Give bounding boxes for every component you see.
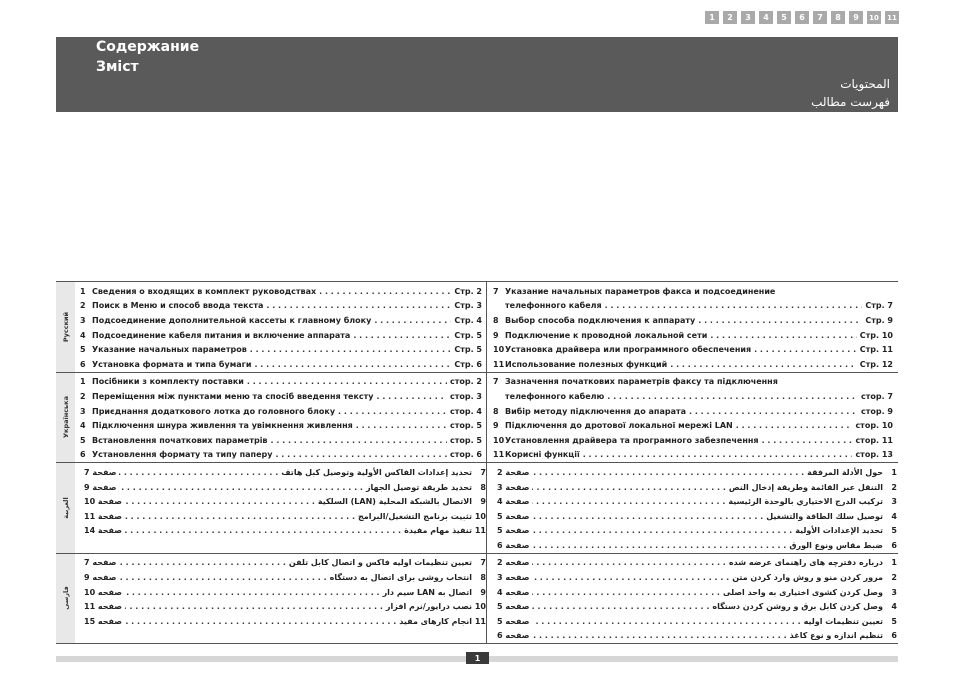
toc-column-right bbox=[486, 373, 897, 463]
toc-entry-title: وصل کردن کابل برق و روشن کردن دستگاه bbox=[712, 602, 883, 612]
toc-leader-dots bbox=[119, 483, 362, 492]
toc-entry-title: телефонного кабеля bbox=[505, 301, 602, 311]
toc-entry[interactable] bbox=[80, 585, 486, 600]
toc-entry-number: 9 bbox=[493, 421, 499, 431]
toc-entry-number: 7 bbox=[480, 558, 486, 568]
toc-entry[interactable] bbox=[493, 389, 897, 404]
toc-entry bbox=[80, 538, 486, 553]
toc-entry-page: صفحه 11 bbox=[84, 602, 123, 612]
toc-leader-dots bbox=[377, 392, 448, 401]
toc-entry-number: 11 bbox=[493, 450, 505, 460]
toc-leader-dots bbox=[266, 301, 451, 310]
toc-leader-dots bbox=[583, 450, 853, 459]
toc-entry[interactable] bbox=[493, 494, 897, 509]
toc-entry[interactable] bbox=[80, 342, 486, 357]
toc-entry-title: Указание начальных параметров bbox=[92, 345, 247, 355]
toc-entry-title: مرور کردن منو و روش وارد کردن متن bbox=[732, 573, 883, 583]
table-of-contents bbox=[56, 281, 898, 644]
toc-leader-dots bbox=[125, 512, 355, 521]
toc-entry-number: 11 bbox=[493, 359, 505, 369]
toc-entry-title: تعیین تنظیمات اولیه فاکس و اتصال کابل تلفن bbox=[288, 558, 472, 568]
toc-entry-number: 4 bbox=[891, 602, 897, 612]
toc-entry-number: 9 bbox=[493, 330, 499, 340]
toc-entry-page: صفحه 2 bbox=[497, 558, 530, 568]
toc-entry[interactable] bbox=[80, 284, 486, 299]
toc-section bbox=[56, 372, 898, 463]
toc-entry-title: درباره دفترچه های راهنمای عرضه شده bbox=[728, 558, 883, 568]
toc-entry[interactable] bbox=[493, 342, 897, 357]
toc-entry[interactable] bbox=[80, 328, 486, 343]
toc-entry[interactable] bbox=[80, 570, 486, 585]
toc-entry-page: صفحة 3 bbox=[497, 482, 530, 492]
toc-entry[interactable] bbox=[493, 585, 897, 600]
toc-entry[interactable] bbox=[80, 357, 486, 372]
tab-10[interactable]: 10 bbox=[867, 11, 881, 24]
toc-entry-page: Стр. 3 bbox=[454, 301, 482, 311]
toc-entry-page: стор. 7 bbox=[861, 391, 893, 401]
toc-leader-dots bbox=[532, 526, 792, 535]
tab-2[interactable]: 2 bbox=[723, 11, 737, 24]
language-label: العربية bbox=[61, 497, 70, 519]
toc-entry-page: صفحة 6 bbox=[497, 540, 530, 550]
toc-entry-number: 9 bbox=[480, 587, 486, 597]
toc-entry-title: حول الأدلة المرفقة bbox=[807, 467, 883, 477]
toc-entry[interactable] bbox=[80, 389, 486, 404]
toc-entry[interactable] bbox=[493, 538, 897, 553]
toc-entry-title: Приєднання додаткового лотка до головного блоку bbox=[92, 406, 336, 416]
toc-entry-title: Использование полезных функций bbox=[505, 359, 668, 369]
toc-entry-page: صفحه 7 bbox=[84, 558, 117, 568]
toc-entry[interactable] bbox=[493, 480, 897, 495]
toc-entry-title: تركيب الدرج الاختياري بالوحدة الرئيسية bbox=[728, 497, 883, 507]
toc-entry-number: 5 bbox=[891, 616, 897, 626]
toc-entry-title: Подсоединение дополнительной кассеты к главному блоку bbox=[92, 315, 372, 325]
toc-leader-dots bbox=[125, 526, 401, 535]
toc-entry-number: 6 bbox=[891, 540, 897, 550]
toc-entry-page: стор. 9 bbox=[861, 406, 893, 416]
toc-entry[interactable] bbox=[80, 465, 486, 480]
toc-entry[interactable] bbox=[80, 418, 486, 433]
toc-entry-number: 1 bbox=[80, 286, 86, 296]
toc-column-right bbox=[486, 282, 897, 372]
toc-column-right bbox=[486, 463, 897, 553]
toc-entry-number: 10 bbox=[474, 602, 486, 612]
toc-column-left bbox=[75, 373, 486, 463]
toc-entry-page: стор. 2 bbox=[450, 377, 482, 387]
toc-entry-number: 4 bbox=[80, 330, 86, 340]
toc-entry-number: 11 bbox=[474, 526, 486, 536]
toc-entry-title: تنظیم اندازه و نوع کاغذ bbox=[789, 631, 883, 641]
toc-entry-title: Сведения о входящих в комплект руководствах bbox=[92, 286, 317, 296]
toc-entry-number: 2 bbox=[80, 301, 86, 311]
toc-entry-page: صفحة 5 bbox=[497, 526, 530, 536]
toc-entry-title: Переміщення між пунктами меню та спосіб введення тексту bbox=[92, 391, 374, 401]
toc-leader-dots bbox=[271, 436, 448, 445]
toc-entry[interactable] bbox=[80, 494, 486, 509]
toc-leader-dots bbox=[689, 407, 858, 416]
toc-entry[interactable] bbox=[80, 404, 486, 419]
toc-entry-number: 10 bbox=[474, 511, 486, 521]
toc-leader-dots bbox=[710, 331, 856, 340]
toc-leader-dots bbox=[374, 316, 451, 325]
toc-entry[interactable] bbox=[493, 357, 897, 372]
toc-entry-page: صفحة 9 bbox=[84, 482, 117, 492]
toc-entry[interactable] bbox=[493, 556, 897, 571]
toc-entry[interactable] bbox=[493, 299, 897, 314]
toc-leader-dots bbox=[125, 602, 383, 611]
toc-entry-number: 2 bbox=[80, 391, 86, 401]
toc-entry-title: الاتصال بالشبكة المحلية (LAN) السلكية bbox=[317, 497, 472, 507]
toc-leader-dots bbox=[532, 588, 720, 597]
toc-entry-page: Стр. 10 bbox=[859, 330, 893, 340]
toc-entry-number: 7 bbox=[493, 286, 499, 296]
toc-leader-dots bbox=[532, 558, 725, 567]
toc-entry-title: انتخاب روشی برای اتصال به دستگاه bbox=[329, 573, 472, 583]
tab-11[interactable]: 11 bbox=[885, 11, 899, 24]
title-banner bbox=[56, 37, 898, 112]
toc-leader-dots bbox=[119, 558, 285, 567]
language-label: Русский bbox=[61, 311, 70, 342]
toc-entry-number: 7 bbox=[493, 377, 499, 387]
language-label: فارسی bbox=[61, 586, 70, 611]
toc-entry-page: стор. 6 bbox=[450, 450, 482, 460]
toc-entry-page: Стр. 6 bbox=[454, 359, 482, 369]
toc-entry-page: стор. 5 bbox=[450, 421, 482, 431]
toc-entry-title: Поиск в Меню и способ ввода текста bbox=[92, 301, 264, 311]
toc-entry-title: Встановлення початкових параметрів bbox=[92, 435, 268, 445]
toc-leader-dots bbox=[532, 573, 729, 582]
toc-entry-title: اتصال به LAN سیم دار bbox=[382, 587, 472, 597]
toc-leader-dots bbox=[605, 301, 863, 310]
toc-entry-number: 3 bbox=[891, 587, 897, 597]
language-label-bar bbox=[56, 463, 75, 553]
toc-entry[interactable] bbox=[80, 524, 486, 539]
toc-entry-number: 3 bbox=[80, 315, 86, 325]
toc-entry-page: صفحه 3 bbox=[497, 573, 530, 583]
toc-entry[interactable] bbox=[493, 313, 897, 328]
toc-entry-page: стор. 5 bbox=[450, 435, 482, 445]
title-persian: فهرست مطالب bbox=[811, 95, 890, 109]
toc-entry-title: التنقل عبر القائمة وطريقة إدخال النص bbox=[728, 482, 883, 492]
toc-entry-page: صفحة 7 bbox=[84, 467, 117, 477]
toc-entry-title: ضبط مقاس ونوع الورق bbox=[789, 540, 883, 550]
toc-section bbox=[56, 553, 898, 645]
toc-leader-dots bbox=[125, 617, 396, 626]
toc-column-left bbox=[75, 554, 486, 644]
toc-entry-title: Вибір методу підключення до апарата bbox=[505, 406, 687, 416]
toc-entry[interactable] bbox=[493, 614, 897, 629]
toc-entry-number: 6 bbox=[80, 359, 86, 369]
toc-entry[interactable] bbox=[80, 299, 486, 314]
toc-leader-dots bbox=[353, 331, 451, 340]
language-label-bar bbox=[56, 554, 75, 644]
toc-entry-title: Подсоединение кабеля питания и включение аппарата bbox=[92, 330, 351, 340]
toc-entry-page: صفحه 15 bbox=[84, 616, 123, 626]
toc-entry-page: صفحة 4 bbox=[497, 497, 530, 507]
toc-entry[interactable] bbox=[493, 448, 897, 463]
toc-entry-number: 8 bbox=[493, 315, 499, 325]
toc-leader-dots bbox=[319, 287, 451, 296]
toc-entry-page: Стр. 5 bbox=[454, 345, 482, 355]
toc-entry[interactable] bbox=[80, 556, 486, 571]
toc-entry-page: صفحة 11 bbox=[84, 511, 123, 521]
toc-entry-title: телефонного кабелю bbox=[505, 391, 605, 401]
toc-entry-page: صفحة 2 bbox=[497, 467, 530, 477]
tab-7[interactable]: 7 bbox=[813, 11, 827, 24]
toc-entry-number: 3 bbox=[891, 497, 897, 507]
language-label-bar bbox=[56, 282, 75, 372]
toc-leader-dots bbox=[275, 450, 447, 459]
toc-entry-title: انجام کارهای مفید bbox=[399, 616, 472, 626]
toc-leader-dots bbox=[119, 573, 326, 582]
toc-leader-dots bbox=[736, 421, 853, 430]
toc-entry[interactable] bbox=[80, 313, 486, 328]
toc-entry-title: Посібники з комплекту поставки bbox=[92, 377, 244, 387]
toc-entry[interactable] bbox=[80, 614, 486, 629]
toc-entry[interactable] bbox=[80, 599, 486, 614]
toc-entry-page: стор. 13 bbox=[855, 450, 893, 460]
toc-leader-dots bbox=[532, 602, 709, 611]
toc-entry-page: صفحه 6 bbox=[497, 631, 530, 641]
toc-entry-title: Установка драйвера или программного обеспечения bbox=[505, 345, 752, 355]
toc-leader-dots bbox=[338, 407, 447, 416]
toc-entry-number: 5 bbox=[80, 435, 86, 445]
toc-entry-number: 1 bbox=[80, 377, 86, 387]
toc-leader-dots bbox=[119, 468, 278, 477]
toc-entry[interactable] bbox=[493, 418, 897, 433]
toc-leader-dots bbox=[532, 617, 800, 626]
toc-entry-number: 10 bbox=[493, 435, 505, 445]
toc-entry-number: 4 bbox=[891, 511, 897, 521]
tab-8[interactable]: 8 bbox=[831, 11, 845, 24]
toc-entry-title: Підключення до дротової локальної мережі LAN bbox=[505, 421, 733, 431]
toc-entry[interactable] bbox=[493, 465, 897, 480]
title-arabic: المحتويات bbox=[840, 77, 890, 91]
toc-entry-title: Установлення формату та типу паперу bbox=[92, 450, 273, 460]
title-russian: Содержание bbox=[96, 39, 200, 55]
toc-entry-page: Стр. 12 bbox=[859, 359, 893, 369]
toc-entry-page: صفحه 10 bbox=[84, 587, 123, 597]
tab-6[interactable]: 6 bbox=[795, 11, 809, 24]
toc-leader-dots bbox=[754, 345, 857, 354]
toc-leader-dots bbox=[250, 345, 452, 354]
toc-entry-number: 6 bbox=[891, 631, 897, 641]
toc-entry-number: 1 bbox=[891, 558, 897, 568]
toc-leader-dots bbox=[247, 377, 447, 386]
toc-entry-title: تثبيت برنامج التشغيل/البرامج bbox=[358, 511, 472, 521]
toc-entry-number: 5 bbox=[80, 345, 86, 355]
toc-entry-title: نصب درایور/نرم افزار bbox=[385, 602, 472, 612]
toc-entry-number: 5 bbox=[891, 526, 897, 536]
toc-entry-title: Подключение к проводной локальной сети bbox=[505, 330, 708, 340]
toc-leader-dots bbox=[698, 316, 862, 325]
toc-entry[interactable] bbox=[493, 328, 897, 343]
toc-entry[interactable] bbox=[493, 509, 897, 524]
title-ukrainian: Зміст bbox=[96, 59, 139, 75]
toc-entry[interactable] bbox=[80, 375, 486, 390]
toc-leader-dots bbox=[532, 497, 725, 506]
toc-entry-title: Выбор способа подключения к аппарату bbox=[505, 315, 696, 325]
language-label: Українська bbox=[61, 396, 70, 439]
toc-entry-page: стор. 10 bbox=[855, 421, 893, 431]
toc-entry-title: وصل کردن کشوی اختیاری به واحد اصلی bbox=[722, 587, 883, 597]
toc-leader-dots bbox=[532, 483, 725, 492]
tab-4[interactable]: 4 bbox=[759, 11, 773, 24]
toc-leader-dots bbox=[670, 360, 857, 369]
toc-leader-dots bbox=[532, 541, 786, 550]
toc-entry-page: صفحه 5 bbox=[497, 616, 530, 626]
toc-entry[interactable] bbox=[493, 404, 897, 419]
toc-entry[interactable] bbox=[80, 433, 486, 448]
toc-leader-dots bbox=[125, 588, 380, 597]
toc-entry-title: توصيل سلك الطاقة والتشغيل bbox=[766, 511, 883, 521]
toc-entry[interactable] bbox=[493, 375, 897, 390]
toc-entry-page: صفحه 5 bbox=[497, 602, 530, 612]
toc-leader-dots bbox=[532, 512, 763, 521]
toc-entry-number: 9 bbox=[480, 497, 486, 507]
toc-entry-page: Стр. 4 bbox=[454, 315, 482, 325]
toc-entry-page: Стр. 5 bbox=[454, 330, 482, 340]
toc-column-right bbox=[486, 554, 897, 644]
toc-entry-page: Стр. 11 bbox=[859, 345, 893, 355]
toc-entry-page: صفحة 10 bbox=[84, 497, 123, 507]
language-label-bar bbox=[56, 373, 75, 463]
toc-entry-page: стор. 3 bbox=[450, 391, 482, 401]
toc-entry bbox=[80, 629, 486, 644]
toc-entry-title: تحديد الإعدادات الأولية bbox=[795, 526, 883, 536]
toc-entry-page: Стр. 2 bbox=[454, 286, 482, 296]
toc-entry-page: صفحه 4 bbox=[497, 587, 530, 597]
toc-entry-title: Зазначення початкових параметрів факсу та підключення bbox=[505, 377, 778, 387]
tab-5[interactable]: 5 bbox=[777, 11, 791, 24]
toc-leader-dots bbox=[607, 392, 858, 401]
toc-entry-number: 8 bbox=[480, 482, 486, 492]
toc-entry-title: Указание начальных параметров факса и подсоединение bbox=[505, 286, 776, 296]
toc-entry-title: تعیین تنظیمات اولیه bbox=[803, 616, 883, 626]
toc-leader-dots bbox=[125, 497, 315, 506]
toc-entry-page: صفحة 5 bbox=[497, 511, 530, 521]
toc-entry-number: 2 bbox=[891, 482, 897, 492]
toc-entry[interactable] bbox=[493, 433, 897, 448]
toc-entry-number: 8 bbox=[480, 573, 486, 583]
toc-entry[interactable] bbox=[493, 524, 897, 539]
toc-section bbox=[56, 462, 898, 553]
toc-leader-dots bbox=[532, 631, 786, 640]
toc-entry-number: 8 bbox=[493, 406, 499, 416]
toc-leader-dots bbox=[762, 436, 853, 445]
toc-leader-dots bbox=[254, 360, 451, 369]
toc-entry[interactable] bbox=[493, 599, 897, 614]
page-tabs bbox=[705, 11, 899, 24]
toc-entry-title: Підключення шнура живлення та увімкнення живлення bbox=[92, 421, 353, 431]
toc-entry[interactable] bbox=[80, 480, 486, 495]
toc-entry-title: تنفيذ مهام مفيدة bbox=[404, 526, 472, 536]
tab-1[interactable]: 1 bbox=[705, 11, 719, 24]
toc-entry-page: стор. 4 bbox=[450, 406, 482, 416]
toc-entry-number: 3 bbox=[80, 406, 86, 416]
toc-entry[interactable] bbox=[80, 509, 486, 524]
toc-entry-title: تحديد إعدادات الفاكس الأولية وتوصيل كبل هاتف bbox=[281, 467, 472, 477]
tab-9[interactable]: 9 bbox=[849, 11, 863, 24]
toc-entry-page: صفحة 14 bbox=[84, 526, 123, 536]
toc-entry-number: 7 bbox=[480, 467, 486, 477]
toc-entry[interactable] bbox=[493, 629, 897, 644]
toc-entry-number: 10 bbox=[493, 345, 505, 355]
toc-column-left bbox=[75, 463, 486, 553]
toc-entry[interactable] bbox=[80, 448, 486, 463]
toc-entry-page: Стр. 9 bbox=[865, 315, 893, 325]
toc-entry-number: 6 bbox=[80, 450, 86, 460]
toc-entry-number: 2 bbox=[891, 573, 897, 583]
toc-entry-title: Корисні функції bbox=[505, 450, 580, 460]
toc-entry-number: 1 bbox=[891, 467, 897, 477]
page-number: 1 bbox=[466, 652, 489, 664]
toc-leader-dots bbox=[532, 468, 804, 477]
toc-entry-page: صفحه 9 bbox=[84, 573, 117, 583]
toc-entry-page: стор. 11 bbox=[855, 435, 893, 445]
toc-column-left bbox=[75, 282, 486, 372]
toc-entry[interactable] bbox=[493, 284, 897, 299]
toc-entry-title: تحديد طريقة توصيل الجهاز bbox=[365, 482, 472, 492]
toc-entry-title: Установлення драйвера та програмного забезпечення bbox=[505, 435, 759, 445]
toc-section bbox=[56, 281, 898, 372]
toc-entry-number: 11 bbox=[474, 616, 486, 626]
toc-entry-number: 4 bbox=[80, 421, 86, 431]
toc-entry-title: Установка формата и типа бумаги bbox=[92, 359, 252, 369]
toc-leader-dots bbox=[356, 421, 447, 430]
toc-entry-page: Стр. 7 bbox=[865, 301, 893, 311]
tab-3[interactable]: 3 bbox=[741, 11, 755, 24]
toc-entry[interactable] bbox=[493, 570, 897, 585]
